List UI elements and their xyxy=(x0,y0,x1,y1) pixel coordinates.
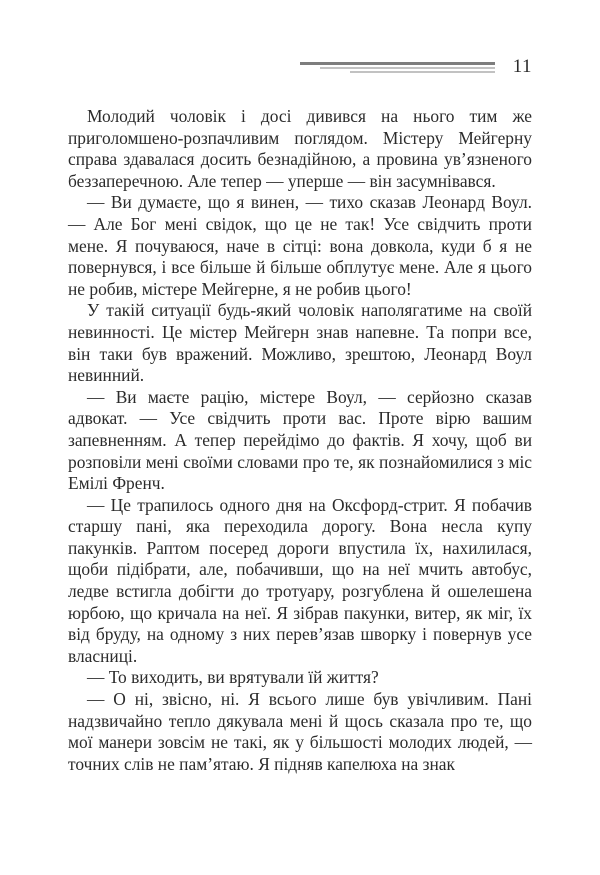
paragraph: — Ви думаєте, що я винен, — тихо сказав Леонард Воул. — Але Бог мені свідок, що це не так! Усе свідчить проти мене. Я почуваюся, наче в сітці: вона довкола, куди б я не повернувся, і все більше й більше обплутує мене. Але я цього не робив, містере Мейгерне, я не робив цього! xyxy=(68,192,532,299)
paragraph: — О ні, звісно, ні. Я всього лише був увічливим. Пані надзвичайно тепло дякувала мені й щось сказала про те, що мої манери зовсім не такі, як у більшості молодих людей, — точних слів не пам’ятаю. Я підняв капелюха на знак xyxy=(68,689,532,774)
page-number: 11 xyxy=(512,56,532,77)
running-head xyxy=(68,56,532,86)
header-rule-bottom-light xyxy=(350,71,495,73)
paragraph: Молодий чоловік і досі дивився на нього тим же приголомшено-розпачливим поглядом. Містеру Мейгерну справа здавалася досить безнадійною, а провина ув’язненого беззаперечною. Але тепер — уперше — він засумнівався. xyxy=(68,106,532,191)
paragraph: — Це трапилось одного дня на Оксфорд-стрит. Я побачив старшу пані, яка переходила дорогу. Вона несла купу пакунків. Раптом посеред дороги впустила їх, нахилилася, щоби підібрати, але, побачивши, що на неї мчить автобус, ледве встигла добігти до тротуару, розгублена й ошелешена юрбою, що кричала на неї. Я зібрав пакунки, витер, як міг, їх від бруду, на одному з них перев’язав шворку і повернув усе власниці. xyxy=(68,494,532,666)
header-rule-middle-gray xyxy=(320,67,495,69)
paragraph: У такій ситуації будь-який чоловік наполягатиме на своїй невинності. Це містер Мейгерн знав напевне. Та попри все, він таки був вражений. Можливо, зрештою, Леонард Воул невинний. xyxy=(68,300,532,386)
header-rule-top-dark xyxy=(300,62,495,65)
body-text xyxy=(68,106,532,775)
paragraph: — Ви маєте рацію, містере Воул, — серйозно сказав адвокат. — Усе свідчить проти вас. Проте вірю вашим запевненням. А тепер перейдімо до фактів. Я хочу, щоб ви розповіли мені своїми словами про те, як познайомилися з міс Емілі Френч. xyxy=(68,386,532,494)
paragraph: — То виходить, ви врятували їй життя? xyxy=(87,667,379,688)
